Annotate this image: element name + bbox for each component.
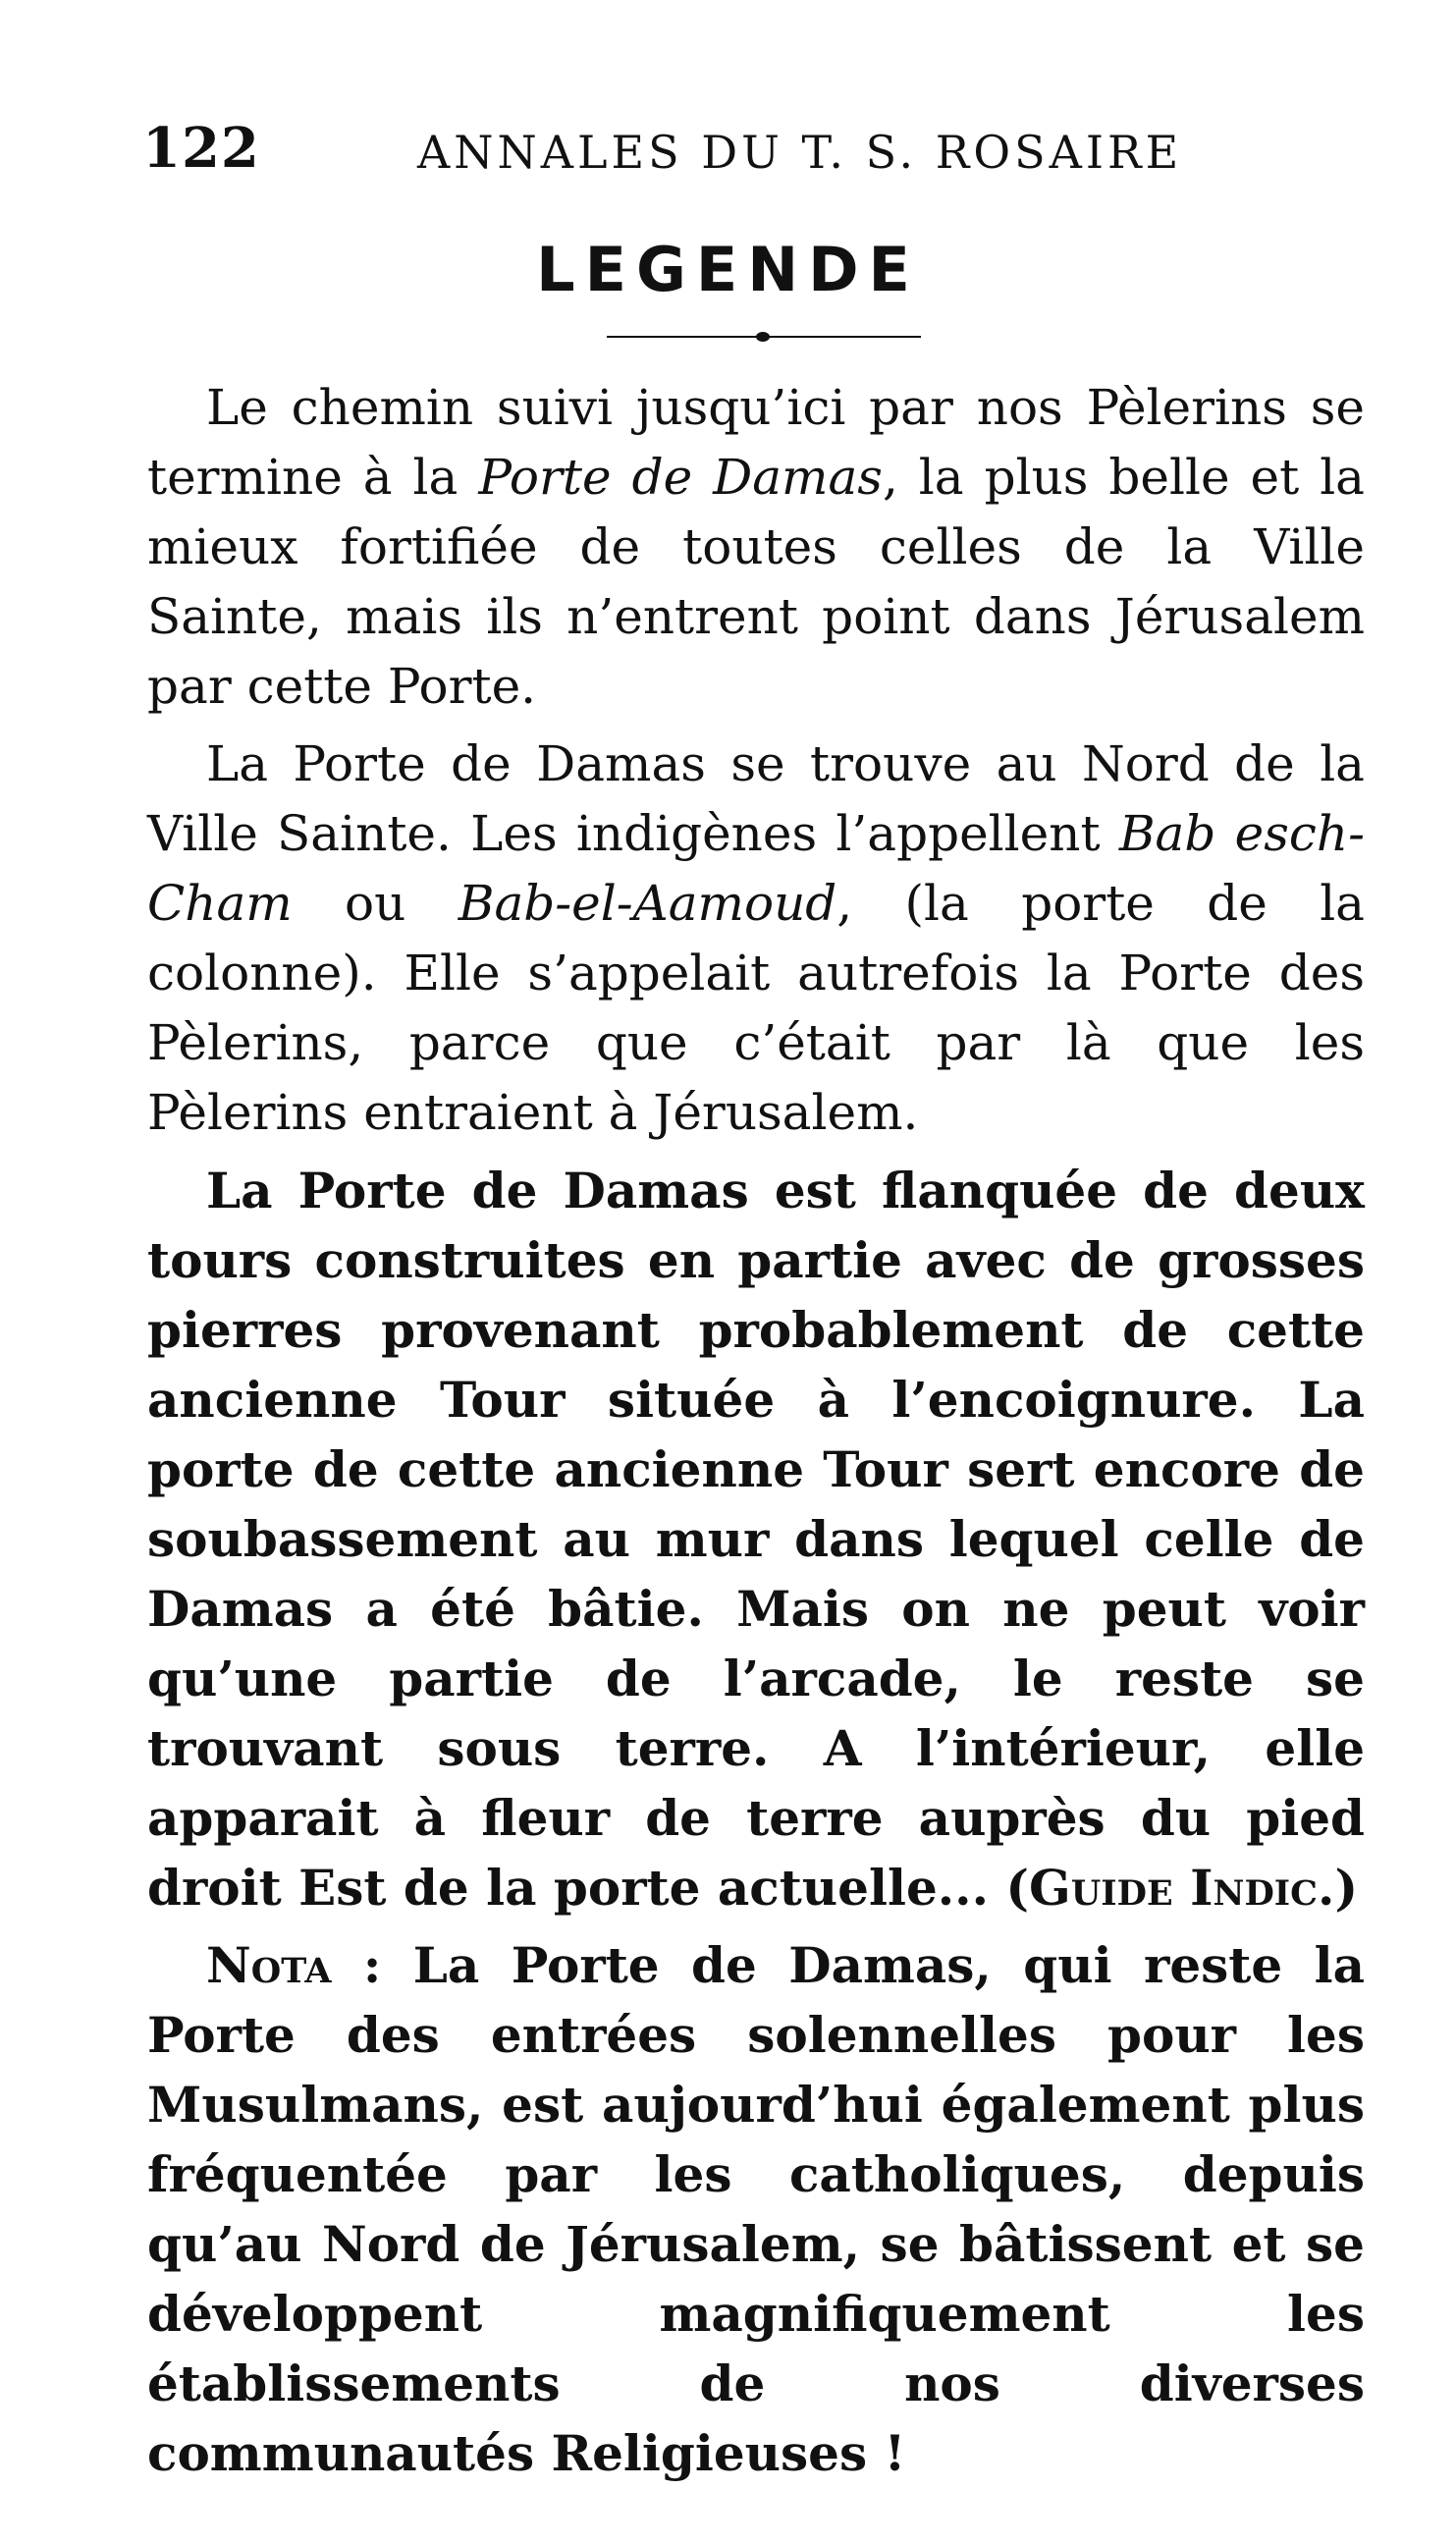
paragraph-2-text-c: , (la porte de la colonne). Elle s’appelait autrefois la Porte des Pèlerins, parce que c’était par là que les Pèlerins entraient à Jérusalem. — [147, 875, 1365, 1141]
paragraph-4 — [147, 1930, 1365, 2488]
paragraph-4-text: : La Porte de Damas, qui reste la Porte des entrées solennelles pour les Musulmans, est aujourd’hui également plus fréquentée par les catholiques, depuis qu’au Nord de Jérusalem, se bâtissent et se développent magnifiquement les établissements de nos diverses communautés Religieuses ! — [147, 1936, 1365, 2482]
ornament-dot — [756, 332, 770, 342]
paragraph-2-italic-b: Bab-el-Aamoud — [458, 875, 837, 932]
paragraph-2-text-a: La Porte de Damas se trouve au Nord de la Ville Sainte. Les indigènes l’appellent — [147, 735, 1365, 862]
body-text — [147, 373, 1365, 2496]
paragraph-4-label: Nota — [206, 1936, 332, 1994]
paragraph-1-italic: Porte de Damas — [478, 449, 883, 506]
paragraph-3 — [147, 1156, 1365, 1922]
section-title: LEGENDE — [536, 234, 920, 305]
paragraph-2 — [147, 730, 1365, 1148]
paragraph-1-text-b: , la plus belle et la mieux fortifiée de toutes celles de la Ville Sainte, mais ils n’entrent point dans Jérusalem par cette Porte. — [147, 449, 1365, 715]
title-ornament-rule — [607, 332, 921, 342]
paragraph-1 — [147, 373, 1365, 722]
running-head: ANNALES DU T. S. ROSAIRE — [417, 126, 1183, 179]
paragraph-3-text: La Porte de Damas est flanquée de deux tours construites en partie avec de grosses pierres provenant probablement de cette ancienne Tour située à l’encoignure. La porte de cette ancienne Tour sert encore de soubassement au mur dans lequel celle de Damas a été bâtie. Mais on ne peut voir qu’une partie de l’arcade, le reste se trouvant sous terre. A l’intérieur, elle apparait à fleur de terre auprès du pied droit Est de la porte actuelle... — [147, 1162, 1365, 1917]
paragraph-2-text-b: ou — [292, 875, 458, 932]
page-header — [142, 116, 1379, 194]
paragraph-1-text-a: Le chemin suivi jusqu’ici par nos Pèlerins se termine à la — [147, 379, 1365, 506]
paragraph-2-italic-a: Bab esch-Cham — [147, 805, 1365, 932]
paragraph-3-source: (Guide Indic.) — [1005, 1859, 1359, 1917]
page-number: 122 — [142, 116, 260, 181]
